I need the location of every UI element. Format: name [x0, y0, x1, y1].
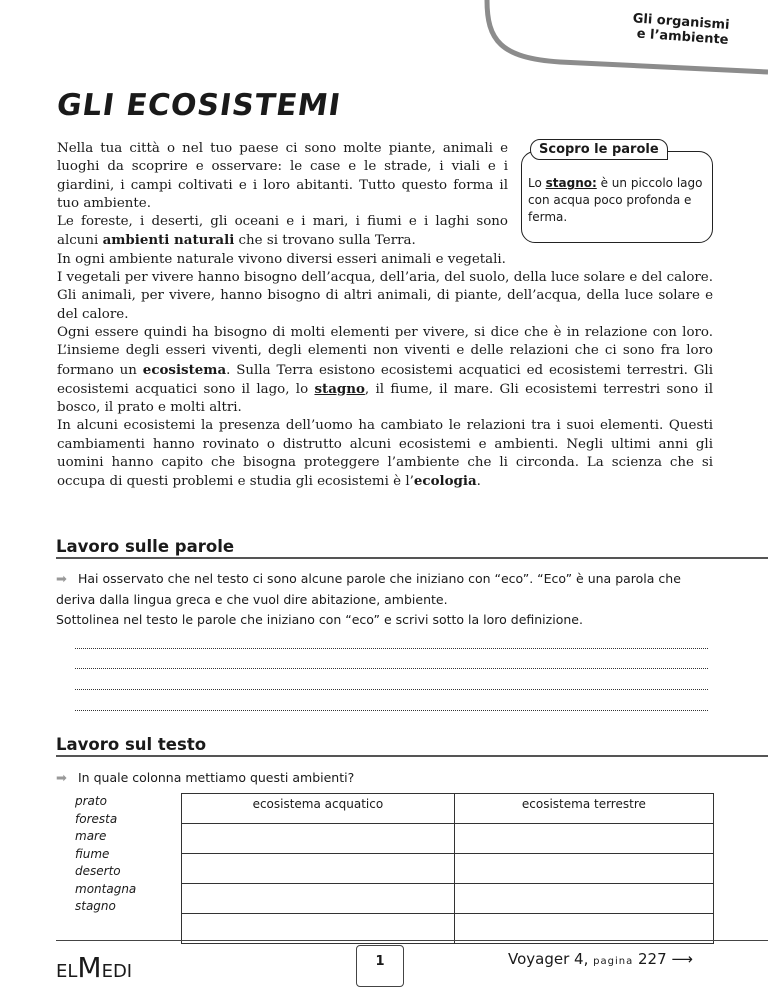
paragraph-3: In ogni ambiente naturale vivono diversi esseri animali e vegetali.	[57, 251, 506, 267]
table-row	[182, 884, 714, 914]
paragraph-5	[57, 324, 713, 417]
list-item: foresta	[75, 811, 118, 826]
section-title-testo: Lavoro sul testo	[56, 735, 207, 754]
section-title-parole: Lavoro sulle parole	[56, 537, 235, 556]
instruction-eco-text: Hai osservato che nel testo ci sono alcune parole che iniziano con “eco”. “Eco” è una parola che deriva dalla lingua greca e che vuol dire abitazione, ambiente.	[56, 571, 681, 607]
classification-table	[181, 793, 714, 944]
page-number: 1	[356, 945, 404, 987]
list-item: montagna	[75, 881, 137, 896]
table-cell[interactable]	[182, 914, 455, 944]
column-header-terrestre: ecosistema terrestre	[454, 794, 713, 824]
footer-divider	[56, 940, 768, 941]
table-header-row	[182, 794, 714, 824]
logo-part-edi: EDI	[101, 961, 133, 982]
glossary-definition: è un piccolo lago con acqua poco profonda e ferma.	[528, 176, 703, 224]
book-reference	[508, 950, 693, 968]
instruction-colonna-text: In quale colonna mettiamo questi ambienti?	[78, 770, 355, 785]
p5-text-a: Ogni essere quindi ha bisogno di molti elementi per vivere, si dice che è in relazione con loro. L’insieme degli esseri viventi, degli elementi non viventi e delle relazioni che ci sono fra loro formano un	[57, 324, 713, 378]
table-cell[interactable]	[454, 824, 713, 854]
environment-list	[75, 793, 136, 916]
list-item: mare	[75, 829, 107, 843]
glossary-heading: Scopro le parole	[530, 139, 668, 160]
paragraph-1: Nella tua città o nel tuo paese ci sono molte piante, animali e luoghi da scoprire e osservare: le case e le strade, i viali e i giardini, i campi coltivati e i loro abitanti. Tutto questo forma il tuo ambiente.	[57, 141, 508, 211]
logo-part-m: M	[77, 951, 102, 984]
table-cell[interactable]	[454, 914, 713, 944]
glossary-term: stagno:	[545, 176, 597, 190]
table-row	[182, 914, 714, 944]
answer-line-4[interactable]	[75, 710, 708, 711]
instruction-colonna	[56, 768, 716, 789]
p6-text-b: .	[476, 474, 481, 490]
p2-text-a: Le foreste, i deserti, gli oceani e i mari, i fiumi e i laghi sono alcuni	[57, 214, 508, 249]
table-cell[interactable]	[454, 854, 713, 884]
glossary-term-pre: Lo	[528, 176, 546, 190]
table-cell[interactable]	[182, 884, 455, 914]
keyword-ecosistema: ecosistema	[142, 361, 227, 378]
table-cell[interactable]	[182, 824, 455, 854]
p2-text-b: che si trovano sulla Terra.	[234, 233, 416, 249]
column-header-acquatico: ecosistema acquatico	[182, 794, 455, 824]
list-item: stagno	[75, 899, 116, 913]
table-cell[interactable]	[182, 854, 455, 884]
publisher-logo	[56, 951, 132, 984]
instruction-eco	[56, 569, 716, 610]
answer-line-1[interactable]	[75, 648, 708, 649]
keyword-stagno: stagno	[314, 380, 365, 397]
instruction-underline: Sottolinea nel testo le parole che iniziano con “eco” e scrivi sotto la loro definizione.	[56, 612, 583, 627]
answer-line-3[interactable]	[75, 689, 708, 690]
keyword-ambienti-naturali: ambienti naturali	[102, 232, 235, 249]
page-label: pagina	[593, 956, 634, 967]
chapter-tab-line1: Gli organismi	[632, 11, 730, 33]
chapter-tab-line2: e l’ambiente	[636, 26, 729, 48]
book-title: Voyager 4,	[508, 950, 589, 968]
main-text	[57, 140, 713, 492]
paragraph-6	[57, 417, 713, 491]
p6-text-a: In alcuni ecosistemi la presenza dell’uomo ha cambiato le relazioni tra i suoi elementi. Questi cambiamenti hanno rovinato o distrutto alcuni ecosistemi e ambienti. Negli ultimi anni gli uomini hanno capito che bisogna proteggere l’ambiente che li circonda. La scienza che si occupa di questi problemi e studia gli ecosistemi è l’	[57, 418, 713, 490]
section-divider	[56, 755, 768, 757]
list-item: prato	[75, 794, 107, 808]
section-divider	[56, 557, 768, 559]
table-cell[interactable]	[454, 884, 713, 914]
table-row	[182, 854, 714, 884]
list-item: fiume	[75, 846, 110, 861]
page-title: GLI ECOSISTEMI	[54, 88, 344, 123]
table-row	[182, 824, 714, 854]
logo-part-el: EL	[56, 961, 78, 982]
keyword-ecologia: ecologia	[413, 473, 477, 490]
paragraph-4: I vegetali per vivere hanno bisogno dell’acqua, dell’aria, del suolo, della luce solare e del calore. Gli animali, per vivere, hanno bisogno di altri animali, di piante, dell’acqua, della luce solare e del calore.	[57, 270, 713, 322]
p5-text-c: , il fiume, il mare. Gli ecosistemi terrestri sono il bosco, il prato e molti altri.	[57, 381, 714, 416]
p5-text-b: . Sulla Terra esistono ecosistemi acquatici ed ecosistemi terrestri. Gli ecosistemi acquatici sono il lago, lo	[57, 362, 713, 397]
answer-line-2[interactable]	[75, 668, 708, 669]
book-page: 227	[637, 950, 667, 968]
arrow-right-icon: ⟶	[671, 950, 693, 968]
arrow-icon: ➡	[56, 771, 67, 786]
list-item: deserto	[75, 864, 121, 878]
arrow-icon: ➡	[56, 572, 67, 587]
